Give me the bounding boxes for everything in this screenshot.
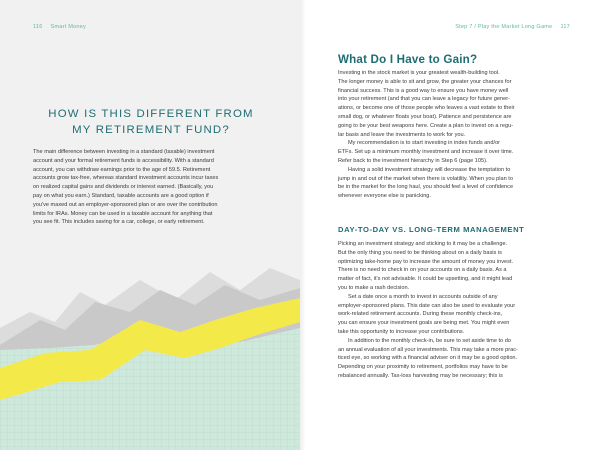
- left-body-line: on realized capital gains and dividends or interest earned. (Basically, you: [33, 184, 214, 191]
- body-line: Having a solid investment strategy will decrease the temptation to: [348, 166, 511, 173]
- paragraph: [338, 69, 576, 139]
- body-line: Picking an investment strategy and sticking to it may be a challenge.: [338, 241, 508, 247]
- left-running-head-title: Smart Money: [50, 24, 86, 30]
- body-line: Refer back to the investment hierarchy in Step 6 (page 105).: [338, 157, 488, 164]
- left-body-line: accounts grow tax-free, whereas standard investment accounts incur taxes: [33, 175, 219, 182]
- body-line: ETFs. Set up a minimum monthly investment and increase it over time.: [338, 149, 514, 156]
- left-body-text: [33, 148, 275, 227]
- right-running-head: [455, 24, 570, 30]
- body-line: going to be your best weapons here. Create a plan to invest on a regu-: [338, 122, 514, 129]
- paragraph: [338, 166, 576, 201]
- body-line: There is no need to check in on your accounts on a daily basis. As a: [338, 267, 507, 274]
- mountain-illustration: [0, 250, 300, 450]
- body-line: But the only thing you need to be thinking about on a daily basis is: [338, 249, 502, 256]
- body-line: financial success. This is a good way to ensure you have money well: [338, 87, 509, 94]
- paragraph: [338, 337, 576, 381]
- paragraph: [338, 240, 576, 293]
- body-line: you to make a rash decision.: [338, 284, 410, 291]
- left-body-line: account and your formal retirement funds is accessibility. With a standard: [33, 157, 214, 164]
- body-line: take this opportunity to increase your contributions.: [338, 328, 465, 335]
- left-heading-line-2: MY RETIREMENT FUND?: [72, 123, 230, 136]
- body-line: jump in and out of the market when there is volatility. When you plan to: [338, 175, 513, 182]
- body-line: whenever everyone else is panicking.: [338, 193, 431, 200]
- left-body-line: limits for IRAs. Money can be used in a taxable account for anything that: [33, 210, 213, 217]
- body-line: ticed eye, so working with a financial adviser on it may be a good option.: [338, 355, 518, 362]
- body-line: into your retirement (and that you can leave a legacy for future gener-: [338, 96, 510, 103]
- body-line: an annual evaluation of all your investments. This may take a more prac-: [338, 346, 518, 353]
- body-line: you can ensure your investment goals are being met. You might even: [338, 320, 510, 327]
- left-page-number: 116: [33, 24, 43, 30]
- right-body-section-2: [338, 240, 576, 381]
- body-line: The longer money is able to sit and grow, the greater your chances for: [338, 78, 512, 85]
- right-body-section-1: [338, 69, 576, 201]
- body-line: small dog, or whatever floats your boat). Patience and persistence are: [338, 113, 512, 120]
- left-body-line: account, you can withdraw earnings prior to the age of 59.5. Retirement: [33, 166, 211, 173]
- body-line: matter of fact, it's not advisable. It could be upsetting, and it might lead: [338, 276, 513, 283]
- left-heading-line-1: HOW IS THIS DIFFERENT FROM: [48, 108, 254, 120]
- right-page-number: 117: [560, 24, 570, 30]
- body-line: Investing in the stock market is your greatest wealth-building tool.: [338, 70, 500, 76]
- right-running-head-title: Step 7 / Play the Market Long Game: [455, 24, 553, 30]
- paragraph: [338, 293, 576, 337]
- left-body-line: The main difference between investing in a standard (taxable) investment: [33, 149, 215, 155]
- body-line: Set a date once a month to invest in accounts outside of any: [348, 293, 498, 300]
- left-section-heading: [20, 107, 282, 138]
- body-line: be in the market for the long haul, you should feel a level of confidence: [338, 184, 514, 191]
- right-section-heading: What Do I Have to Gain?: [338, 53, 478, 66]
- page-gutter-shadow: [300, 0, 306, 450]
- body-line: Depending on your proximity to retirement, portfolios may have to be: [338, 364, 508, 371]
- paragraph: [338, 139, 576, 165]
- left-body-line: you see fit. This includes saving for a car, college, or early retirement.: [33, 219, 205, 226]
- left-body-line: you've maxed out an employer-sponsored plan or are over the contribution: [33, 201, 218, 208]
- body-line: rebalanced annually. Tax-loss harvesting may be necessary; this is: [338, 372, 503, 379]
- left-body-line: pay on what you earn.) Standard, taxable accounts are a good option if: [33, 192, 209, 199]
- left-running-head: [33, 24, 86, 30]
- body-line: work-related retirement accounts. During these monthly check-ins,: [338, 311, 503, 318]
- body-line: In addition to the monthly check-in, be sure to set aside time to do: [348, 337, 511, 344]
- body-line: employer-sponsored plans. This date can also be used to evaluate your: [338, 302, 516, 309]
- body-line: optimizing take-home pay to increase the amount of money you invest.: [338, 258, 514, 265]
- right-subheading: DAY-TO-DAY VS. LONG-TERM MANAGEMENT: [338, 225, 525, 234]
- body-line: lar basis and leave the investments to work for you.: [338, 131, 466, 138]
- body-line: My recommendation is to start investing in index funds and/or: [348, 140, 501, 147]
- body-line: ations, or become one of those people who leaves a vast estate to their: [338, 105, 515, 112]
